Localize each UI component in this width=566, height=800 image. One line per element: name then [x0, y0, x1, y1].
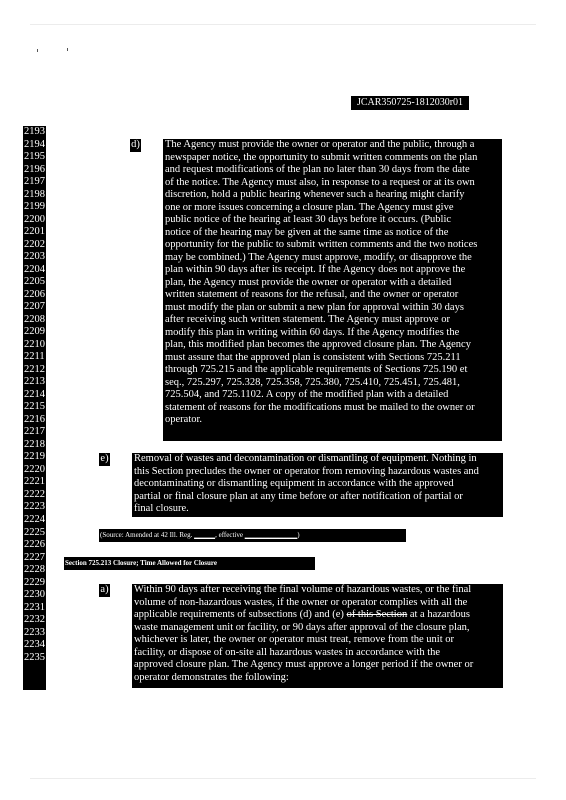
- line-number: 2218: [24, 438, 45, 450]
- item-e-paragraph: [132, 453, 503, 517]
- section-heading: Section 725.213 Closure; Time Allowed for Closure: [64, 557, 315, 570]
- text-line: and request modifications of the plan no later than 30 days from the date: [165, 164, 470, 176]
- line-number: 2206: [24, 288, 45, 300]
- text-line: newspaper notice, the opportunity to submit written comments on the plan: [165, 151, 478, 163]
- source-note-suffix: ): [297, 531, 300, 539]
- item-a-line-3-end: at a hazardous: [407, 609, 470, 621]
- line-number: 2219: [24, 451, 45, 463]
- top-page-edge: [30, 24, 536, 25]
- scan-mark-left: [37, 49, 38, 52]
- item-d-label: d): [131, 139, 140, 150]
- line-number: 2231: [24, 601, 45, 613]
- text-line: plan, the Agency must provide the owner or operator with a detailed: [165, 276, 452, 288]
- line-number: 2232: [24, 614, 45, 626]
- text-line: plan, this modified plan becomes the approved closure plan. The Agency: [165, 339, 471, 351]
- line-number: 2202: [24, 238, 45, 250]
- line-number: 2208: [24, 313, 45, 325]
- text-line: final closure.: [134, 503, 189, 515]
- text-line: decontaminating or dismantling equipment in accordance with the approved: [134, 478, 454, 490]
- line-number: 2212: [24, 363, 45, 375]
- line-number: 2204: [24, 263, 45, 275]
- line-number: 2200: [24, 213, 45, 225]
- line-number: 2215: [24, 401, 45, 413]
- line-number: 2201: [24, 226, 45, 238]
- line-number: 2213: [24, 376, 45, 388]
- text-line: whichever is later, the owner or operator must treat, remove from the unit or: [134, 634, 455, 646]
- text-line: waste management unit or facility, or 90 days after approval of the closure plan,: [134, 621, 470, 633]
- line-number: 2230: [24, 589, 45, 601]
- text-line: through 725.215 and the applicable requirements of Sections 725.190 et: [165, 364, 468, 376]
- line-number: 2195: [24, 151, 45, 163]
- line-number: 2226: [24, 539, 45, 551]
- text-line: operator demonstrates the following:: [134, 671, 289, 683]
- item-d-paragraph: [163, 139, 502, 441]
- item-a-line-3: [134, 609, 501, 622]
- document-code: JCAR350725-1812030r01: [351, 96, 469, 110]
- line-number: 2214: [24, 388, 45, 400]
- scan-mark-right: [67, 48, 68, 51]
- line-number: 2223: [24, 501, 45, 513]
- line-number: 2205: [24, 276, 45, 288]
- line-number: 2210: [24, 338, 45, 350]
- text-line: partial or final closure plan at any time before or after notification of partial or: [134, 490, 463, 502]
- line-number: 2233: [24, 626, 45, 638]
- item-a-remaining-lines: [134, 621, 501, 683]
- line-number: 2234: [24, 639, 45, 651]
- source-note: [99, 529, 406, 542]
- line-number: 2224: [24, 513, 45, 525]
- line-number: 2235: [24, 651, 45, 663]
- line-number: 2228: [24, 564, 45, 576]
- text-line: may be combined.) The Agency must approve, modify, or disapprove the: [165, 251, 472, 263]
- text-line: statement of reasons for the modifications must be mailed to the owner or: [165, 401, 475, 413]
- line-number: 2229: [24, 576, 45, 588]
- text-line: 725.504, and 725.1102. A copy of the modified plan with a detailed: [165, 389, 449, 401]
- line-number: 2225: [24, 526, 45, 538]
- text-line: must assure that the approved plan is consistent with Sections 725.211: [165, 351, 461, 363]
- item-e-label: e): [100, 453, 109, 464]
- text-line: written statement of reasons for the refusal, and the owner or operator: [165, 289, 459, 301]
- line-number: 2209: [24, 326, 45, 338]
- text-line: modify this plan in writing within 60 days. If the Agency modifies the: [165, 326, 460, 338]
- line-number: 2207: [24, 301, 45, 313]
- line-number: 2227: [24, 551, 45, 563]
- text-line: The Agency must provide the owner or operator and the public, through a: [165, 139, 475, 150]
- text-line: one or more issues concerning a closure plan. The Agency must give: [165, 201, 454, 213]
- source-note-prefix: (Source: Amended at 42 Ill. Reg.: [100, 531, 195, 539]
- text-line: notice of the hearing may be given at the same time as notice of the: [165, 226, 449, 238]
- text-line: seq., 725.297, 725.328, 725.358, 725.380, 725.410, 725.451, 725.481,: [165, 376, 460, 388]
- text-line: must modify the plan or submit a new plan for approval within 30 days: [165, 301, 464, 313]
- item-a-line-1: Within 90 days after receiving the final volume of hazardous wastes, or the final: [134, 584, 472, 595]
- text-line: Removal of wastes and decontamination or dismantling of equipment. Nothing in: [134, 453, 477, 464]
- line-number: 2193: [24, 126, 45, 137]
- item-a-struck-text: of this Section: [346, 609, 408, 621]
- source-note-middle: , effective: [215, 531, 245, 539]
- line-number: 2222: [24, 488, 45, 500]
- text-line: facility, or dispose of on-site all hazardous wastes in accordance with the: [134, 646, 441, 658]
- line-number: 2194: [24, 138, 45, 150]
- source-note-volume-blank: ______: [194, 531, 216, 539]
- item-a-label: a): [100, 584, 109, 595]
- line-number: 2211: [24, 351, 45, 363]
- item-a-line-2: volume of non-hazardous wastes, if the owner or operator complies with all the: [134, 596, 468, 608]
- line-number: 2196: [24, 163, 45, 175]
- item-a-line-3-start: applicable requirements of subsections (d) and (e): [134, 609, 347, 621]
- line-number: 2220: [24, 463, 45, 475]
- line-number: 2216: [24, 413, 45, 425]
- line-number: 2217: [24, 426, 45, 438]
- text-line: approved closure plan. The Agency must approve a longer period if the owner or: [134, 659, 474, 671]
- line-number: 2199: [24, 201, 45, 213]
- text-line: opportunity for the public to submit written comments and the two notices: [165, 239, 478, 251]
- bottom-page-edge: [30, 778, 536, 779]
- item-a-paragraph: [132, 584, 503, 688]
- line-number-gutter: [23, 126, 46, 690]
- line-number: 2197: [24, 176, 45, 188]
- text-line: plan within 90 days after its receipt. If the Agency does not approve the: [165, 264, 466, 276]
- source-note-date-blank: _______________: [244, 531, 298, 539]
- text-line: public notice of the hearing at least 30 days before it occurs. (Public: [165, 214, 452, 226]
- line-number: 2198: [24, 188, 45, 200]
- text-line: this Section precludes the owner or operator from removing hazardous wastes and: [134, 465, 479, 477]
- line-number: 2203: [24, 251, 45, 263]
- text-line: of the notice. The Agency must also, in response to a request or at its own: [165, 176, 475, 188]
- text-line: discretion, hold a public hearing whenever such a hearing might clarify: [165, 189, 465, 201]
- text-line: after receiving such written statement. The Agency must approve or: [165, 314, 450, 326]
- text-line: operator.: [165, 414, 203, 426]
- line-number: 2221: [24, 476, 45, 488]
